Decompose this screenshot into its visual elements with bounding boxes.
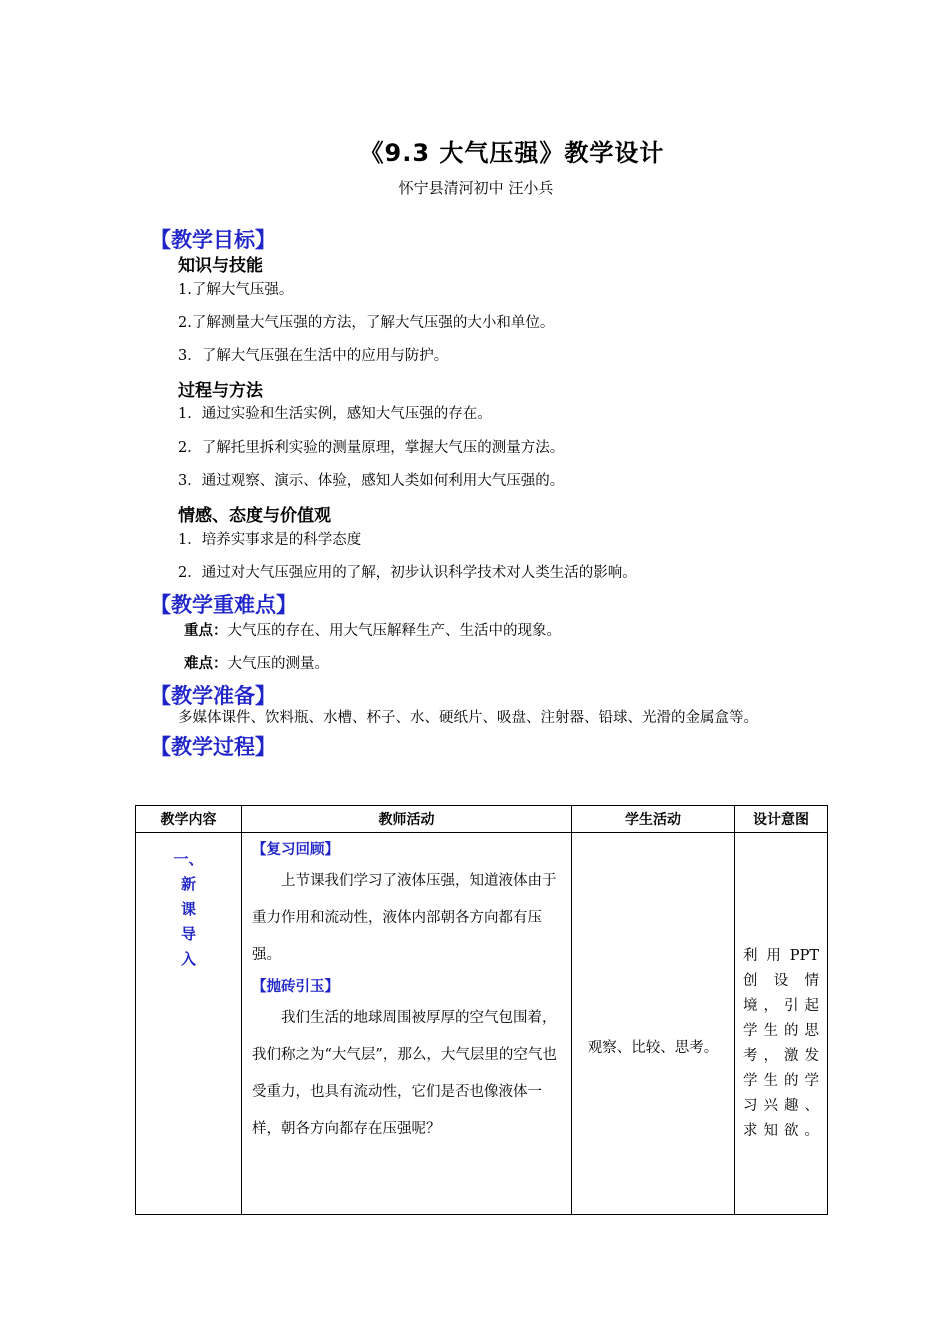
column-header: 设计意图 bbox=[735, 806, 828, 833]
stage-cell bbox=[136, 833, 242, 1215]
key-point-text: 大气压的存在、用大气压解释生产、生活中的现象。 bbox=[227, 623, 561, 639]
stage-char: 一、 bbox=[173, 850, 204, 868]
emotion-item: 1．培养实事求是的科学态度 bbox=[178, 532, 362, 548]
column-header: 教师活动 bbox=[242, 806, 572, 833]
preparation-text: 多媒体课件、饮料瓶、水槽、杯子、水、硬纸片、吸盘、注射器、铅球、光滑的金属盒等。 bbox=[178, 710, 758, 726]
intent-line: 习兴趣、 bbox=[743, 1097, 819, 1114]
intro-tag: 【抛砖引玉】 bbox=[252, 979, 339, 995]
emotion-heading: 情感、态度与价值观 bbox=[178, 506, 331, 526]
intent-line: 利用PPT bbox=[743, 947, 819, 964]
author-line: 怀宁县清河初中 汪小兵 bbox=[398, 179, 554, 197]
document-title: 《9.3 大气压强》教学设计 bbox=[359, 139, 665, 167]
stage-char: 入 bbox=[180, 950, 196, 968]
process-item: 2．了解托里拆利实验的测量原理，掌握大气压的测量方法。 bbox=[178, 440, 565, 456]
column-header: 教学内容 bbox=[136, 806, 242, 833]
difficult-point-label: 难点： bbox=[184, 656, 228, 672]
difficult-point-text: 大气压的测量。 bbox=[227, 656, 329, 672]
difficult-point-line bbox=[184, 652, 329, 673]
knowledge-item: 3．了解大气压强在生活中的应用与防护。 bbox=[178, 348, 449, 364]
review-tag: 【复习回顾】 bbox=[252, 842, 339, 858]
teaching-process-table bbox=[135, 805, 828, 1215]
table-row bbox=[136, 833, 828, 1215]
emotion-item: 2．通过对大气压强应用的了解，初步认识科学技术对人类生活的影响。 bbox=[178, 565, 637, 581]
process-item: 1．通过实验和生活实例，感知大气压强的存在。 bbox=[178, 406, 492, 422]
design-intent-cell bbox=[735, 833, 828, 1215]
preparation-heading: 【教学准备】 bbox=[150, 684, 276, 708]
stage-char: 课 bbox=[180, 900, 196, 918]
process-heading: 过程与方法 bbox=[178, 381, 263, 401]
knowledge-heading: 知识与技能 bbox=[178, 256, 263, 276]
teacher-activity-cell bbox=[242, 833, 572, 1215]
student-activity-cell: 观察、比较、思考。 bbox=[572, 833, 735, 1215]
review-text: 上节课我们学习了液体压强，知道液体由于重力作用和流动性，液体内部朝各方向都有压强。 bbox=[252, 873, 557, 963]
stage-char: 新 bbox=[180, 875, 196, 893]
teaching-process-heading: 【教学过程】 bbox=[150, 735, 276, 759]
column-header: 学生活动 bbox=[572, 806, 735, 833]
intent-line: 考，激发 bbox=[743, 1047, 819, 1064]
stage-char: 导 bbox=[180, 925, 196, 943]
intent-line: 创设情 bbox=[743, 972, 819, 989]
intro-text: 我们生活的地球周围被厚厚的空气包围着，我们称之为“大气层”，那么，大气层里的空气也受重力，也具有流动性，它们是否也像液体一样，朝各方向都存在压强呢？ bbox=[252, 1010, 557, 1137]
knowledge-item: 2.了解测量大气压强的方法，了解大气压强的大小和单位。 bbox=[178, 315, 555, 331]
intent-line: 学生的思 bbox=[743, 1022, 819, 1039]
knowledge-item: 1.了解大气压强。 bbox=[178, 282, 294, 298]
key-point-label: 重点： bbox=[184, 623, 228, 639]
key-point-line bbox=[184, 619, 561, 640]
intent-line: 求知欲。 bbox=[743, 1122, 819, 1139]
intent-line: 学生的学 bbox=[743, 1072, 819, 1089]
process-item: 3．通过观察、演示、体验，感知人类如何利用大气压强的。 bbox=[178, 473, 565, 489]
table-header-row bbox=[136, 806, 828, 833]
objectives-heading: 【教学目标】 bbox=[150, 228, 276, 252]
intent-line: 境，引起 bbox=[743, 997, 819, 1014]
keypoints-heading: 【教学重难点】 bbox=[150, 593, 297, 617]
